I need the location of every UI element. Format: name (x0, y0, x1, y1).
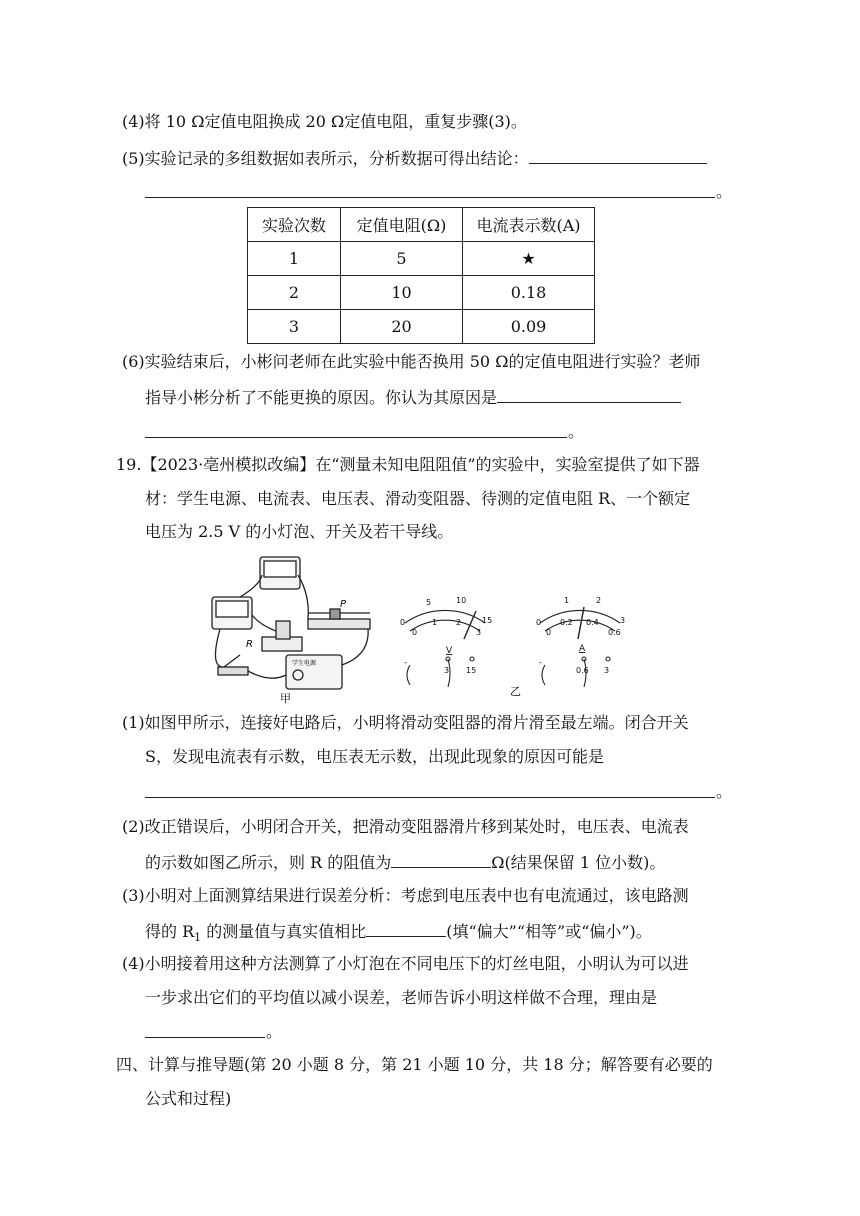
q19-p3-line1: (3)小明对上面测算结果进行误差分析：考虑到电压表中也有电流通过，该电路测 (122, 886, 689, 905)
a-terminal-label: 3 (604, 666, 610, 675)
answer-blank-5a[interactable] (529, 147, 707, 164)
q19-intro-line2: 材：学生电源、电流表、电压表、滑动变阻器、待测的定值电阻 R、一个额定 (145, 489, 691, 508)
wire (215, 629, 222, 667)
section4-title-line1: 四、计算与推导题(第 20 小题 8 分，第 21 小题 10 分，共 18 分；解答要有必要的 (116, 1055, 713, 1074)
circuit-jia (212, 557, 370, 689)
v-terminal-label: - (404, 658, 407, 667)
v-tick-top: 10 (456, 596, 467, 605)
resistor-label: R (246, 639, 253, 650)
rheostat-label: P (340, 599, 347, 610)
voltmeter-scale (405, 610, 485, 687)
table-header: 实验次数 (248, 208, 341, 242)
a-tick-bottom: 0.4 (586, 618, 599, 627)
answer-blank-p4[interactable] (145, 1037, 265, 1038)
v-terminal-15 (470, 657, 474, 661)
a-terminal-label: - (539, 658, 542, 667)
answer-blank-p1[interactable] (145, 797, 715, 798)
a-tick-bottom: 0.6 (608, 628, 621, 637)
q19-p2-text-a: 的示数如图乙所示，则 R 的阻值为 (145, 853, 392, 872)
answer-blank-5b[interactable] (145, 197, 715, 198)
a-tick-top: 1 (564, 596, 570, 605)
rheostat-slider (330, 609, 340, 619)
wire (240, 575, 262, 597)
table-row (248, 276, 595, 310)
q19-p4-period: 。 (266, 1022, 283, 1041)
a-terminal-3 (606, 657, 610, 661)
table-cell: 3 (248, 310, 341, 344)
switch-base (218, 667, 248, 675)
wire (252, 615, 276, 631)
q19-p1-line1: (1)如图甲所示，连接好电路后，小明将滑动变阻器的滑片滑至最左端。闭合开关 (122, 713, 689, 732)
section4-title-line2: 公式和过程) (145, 1089, 232, 1108)
table-header: 定值电阻(Ω) (341, 208, 463, 242)
table-cell: 20 (341, 310, 463, 344)
voltmeter-dial (264, 561, 296, 577)
wire (248, 671, 286, 678)
v-terminal-label: 15 (466, 666, 477, 675)
q19-p1-period: 。 (716, 782, 733, 801)
a-unit: A (579, 644, 586, 654)
q19-p3-text-b: 的测量值与真实值相比 (201, 922, 367, 941)
answer-blank-6a[interactable] (497, 386, 681, 403)
a-needle (578, 607, 584, 639)
a-tick-top: 3 (620, 616, 626, 625)
a-scale-arc-outer (540, 610, 620, 623)
table-row (248, 310, 595, 344)
v-tick-top: 5 (426, 598, 432, 607)
table-row (248, 242, 595, 276)
a-terminal-label: 0.6 (576, 666, 589, 675)
q19-p3-text-a: 得的 R (145, 922, 195, 941)
a-tick-bottom: 0 (546, 628, 552, 637)
q18-step5 (122, 147, 707, 169)
v-terminal-label: 3 (444, 666, 450, 675)
wire (342, 629, 368, 665)
answer-blank-6b[interactable] (145, 437, 567, 438)
table-header-row (248, 208, 595, 242)
table-cell: 2 (248, 276, 341, 310)
v-unit: V (446, 646, 453, 656)
v-tick-bottom: 3 (476, 628, 482, 637)
q19-p2-line2 (145, 851, 665, 873)
table-header: 电流表示数(A) (463, 208, 595, 242)
rheostat-coil (308, 619, 370, 629)
v-wire (407, 665, 410, 685)
v-tick-bottom: 2 (456, 618, 462, 627)
q18-step6-text: 指导小彬分析了不能更换的原因。你认为其原因是 (145, 388, 498, 407)
q18-step4: (4)将 10 Ω定值电阻换成 20 Ω定值电阻，重复步骤(3)。 (122, 112, 527, 131)
q19-p4-line2: 一步求出它们的平均值以减小误差，老师告诉小明这样做不合理，理由是 (145, 988, 658, 1007)
q18-step6-period: 。 (568, 422, 585, 441)
q19-p3-subscript: 1 (194, 931, 202, 945)
q19-intro-line1: 19.【2023·亳州模拟改编】在“测量未知电阻阻值”的实验中，实验室提供了如下器 (116, 455, 700, 474)
table-cell: 1 (248, 242, 341, 276)
table-cell: 0.09 (463, 310, 595, 344)
q19-p1-line2: S，发现电流表有示数，电压表无示数，出现此现象的原因可能是 (145, 747, 604, 766)
q19-p4-line1: (4)小明接着用这种方法测算了小灯泡在不同电压下的灯丝电阻，小明认为可以进 (122, 954, 689, 973)
v-tick-bottom: 1 (432, 618, 438, 627)
a-tick-top: 2 (596, 596, 602, 605)
answer-blank-p3[interactable] (366, 920, 446, 937)
a-tick-top: 0 (536, 618, 542, 627)
switch-lever (224, 655, 240, 667)
a-tick-bottom: 0.2 (560, 618, 573, 627)
table-cell: 5 (341, 242, 463, 276)
q18-step5-period: 。 (716, 182, 733, 201)
data-table (247, 207, 595, 344)
q18-step5-text: (5)实验记录的多组数据如表所示，分析数据可得出结论： (122, 149, 529, 168)
q19-intro-line3: 电压为 2.5 V 的小灯泡、开关及若干导线。 (145, 522, 454, 541)
table-cell: 10 (341, 276, 463, 310)
q19-p2-line1: (2)改正错误后，小明闭合开关，把滑动变阻器滑片移到某处时，电压表、电流表 (122, 817, 689, 836)
table-cell: 0.18 (463, 276, 595, 310)
v-tick-bottom: 0 (412, 628, 418, 637)
table-cell: ★ (463, 242, 595, 276)
figure-label-jia: 甲 (280, 692, 291, 705)
v-tick-top: 15 (482, 616, 493, 625)
ammeter-dial (216, 601, 248, 617)
q19-p3-text-c: (填“偏大”“相等”或“偏小”)。 (446, 922, 652, 941)
a-wire (542, 665, 545, 685)
resistor-r (276, 621, 290, 639)
v-tick-top: 0 (400, 618, 406, 627)
circuit-figure (200, 555, 650, 705)
answer-blank-p2[interactable] (391, 851, 491, 868)
power-label: 学生电源 (292, 660, 317, 667)
q19-p2-text-b: Ω(结果保留 1 位小数)。 (491, 853, 666, 872)
figure-label-yi: 乙 (510, 685, 521, 698)
q18-step6-line1: (6)实验结束后，小彬问老师在此实验中能否换用 50 Ω的定值电阻进行实验？老师 (122, 352, 701, 371)
q19-p3-line2 (145, 920, 652, 948)
q18-step6-line2 (145, 386, 681, 408)
